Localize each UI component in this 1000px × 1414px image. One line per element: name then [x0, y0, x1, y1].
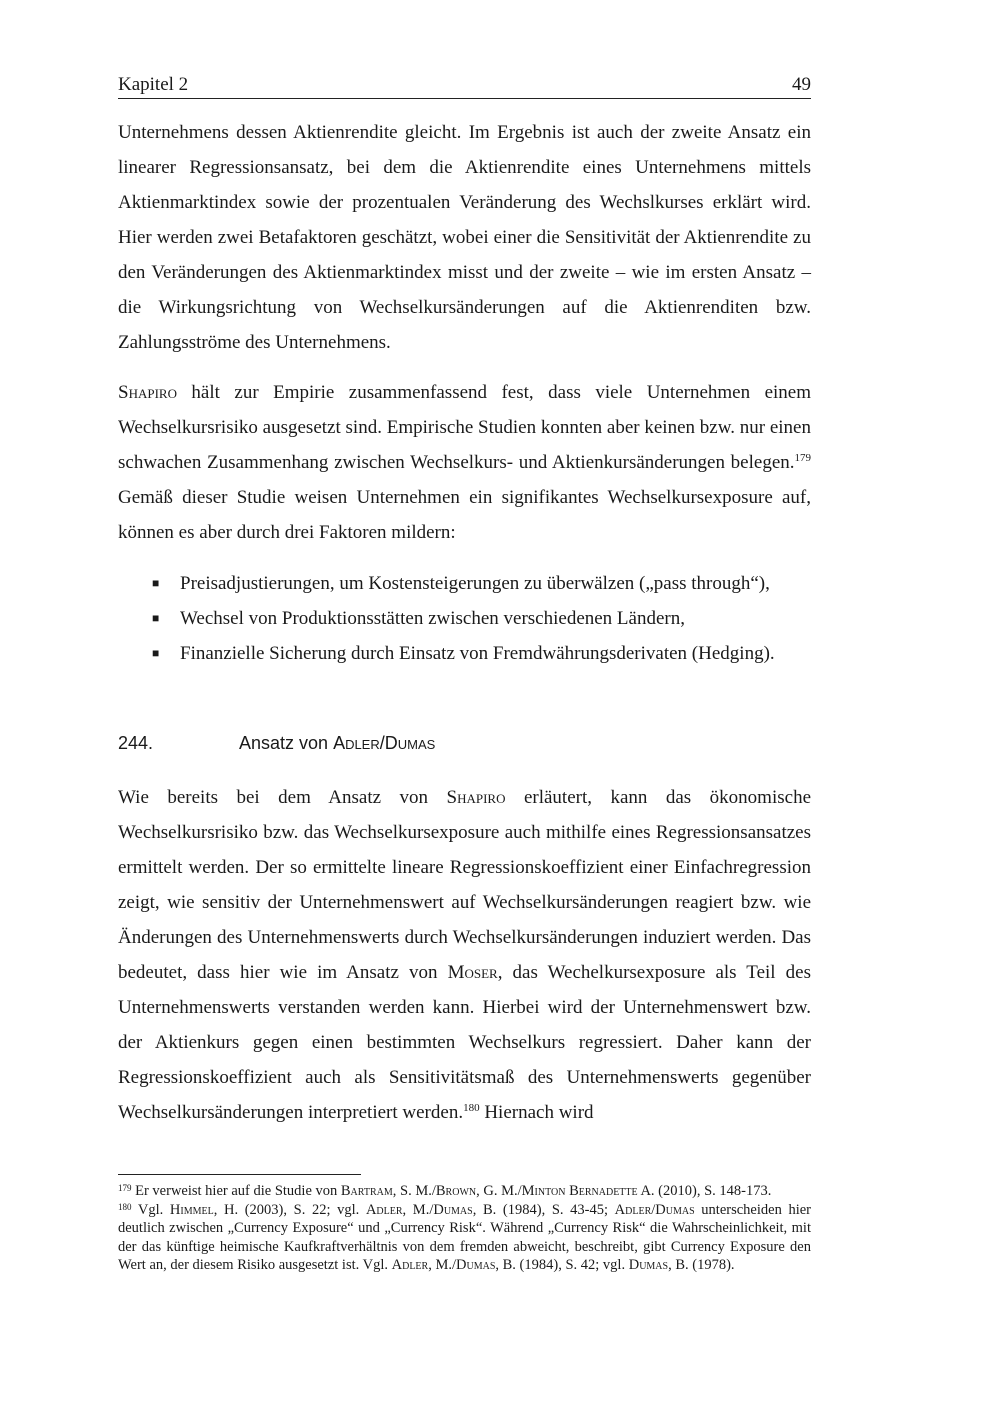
list-item-text: Finanzielle Sicherung durch Einsatz von Fremdwährungsderivaten (Hedging).	[180, 643, 775, 664]
footnote-text: Er verweist hier auf die Studie von	[131, 1183, 341, 1199]
paragraph-3-text-d: Hiernach wird	[479, 1102, 594, 1123]
paragraph-2-text-b: Gemäß dieser Studie weisen Unternehmen ein signifikantes Wechselkursexposure auf, können es aber durch drei Faktoren mildern:	[118, 487, 811, 543]
section-number: 244.	[118, 733, 154, 753]
footnote-text: , B. (1978).	[668, 1257, 735, 1274]
footnote-text: , H. (2003), S. 22; vgl.	[213, 1201, 366, 1218]
square-bullet-icon: ■	[152, 646, 160, 660]
footnote-author: Bartram	[340, 1183, 393, 1199]
footnote-author: Minton Bernadette	[521, 1183, 638, 1199]
footnote-text: , M./	[428, 1257, 457, 1274]
footnote-text: , S. M./	[392, 1183, 436, 1199]
footnote-author: Brown	[435, 1183, 477, 1199]
factor-list	[118, 566, 811, 671]
paragraph-3-text-a: Wie bereits bei dem Ansatz von	[118, 787, 447, 808]
page-header	[118, 72, 811, 99]
paragraph-2	[118, 375, 811, 550]
footnote-author: Adler/Dumas	[614, 1201, 695, 1218]
list-item	[118, 636, 811, 671]
chapter-label: Kapitel 2	[118, 74, 189, 95]
footnote-text: unterscheiden hier deutlich zwischen „Currency Exposure“ und „Currency Risk“. Während „Currency Risk“ die Wahrscheinlichkeit, mit der das künftige heimische Kaufkraftverhältnis von dem fremden abweicht, beschreibt, gibt Currency Exposure den Wert an, der diesem Risiko ausgesetzt ist. Vgl.	[118, 1201, 812, 1274]
footnote-number: 179	[118, 1183, 132, 1193]
paragraph-3-text-c: , das Wechelkursexposure als Teil des Unternehmenswerts verstanden werden kann. Hierbei wird der Unternehmenswert bzw. der Aktienkurs gegen einen bestimmten Wechselkurs regressiert. Daher kann der Regressionskoeffizient auch als Sensitivitätsmaß des Unternehmenswerts gegenüber Wechselkursänderungen interpretiert werden.	[118, 962, 811, 1123]
list-item	[118, 566, 811, 601]
list-item-text: Preisadjustierungen, um Kostensteigerungen zu überwälzen („pass through“),	[180, 573, 770, 594]
section-title-prefix: Ansatz von	[239, 733, 334, 753]
footnote-text: A. (2010), S. 148-173.	[637, 1183, 772, 1199]
author-shapiro-ref: Shapiro	[446, 787, 506, 808]
footnote-author: Adler	[365, 1201, 403, 1218]
footnote-180	[118, 1201, 811, 1275]
paragraph-2-text-a: hält zur Empirie zusammenfassend fest, dass viele Unternehmen einem Wechselkursrisiko ausgesetzt sind. Empirische Studien konnten aber keinen bzw. nur einen schwachen Zusammenhang zwischen Wechselkurs- und Aktienkursänderungen belegen.	[118, 382, 811, 473]
section-title	[239, 728, 435, 758]
list-item-text: Wechsel von Produktionsstätten zwischen verschiedenen Ländern,	[180, 608, 685, 629]
footnote-ref-180[interactable]: 180	[463, 1102, 480, 1114]
section-author-dumas: Dumas	[384, 733, 436, 753]
footnotes	[118, 1182, 811, 1275]
footnote-text: , B. (1984), S. 43-45;	[472, 1201, 615, 1218]
footnote-divider	[118, 1174, 361, 1175]
author-moser: Moser	[447, 962, 498, 983]
square-bullet-icon: ■	[152, 576, 160, 590]
footnote-author: Dumas	[628, 1257, 669, 1274]
footnote-ref-179[interactable]: 179	[794, 452, 811, 464]
section-author-adler: Adler	[333, 733, 380, 753]
square-bullet-icon: ■	[152, 611, 160, 625]
paragraph-3	[118, 780, 811, 1130]
footnote-author: Himmel	[169, 1201, 214, 1218]
page-number: 49	[792, 74, 811, 95]
footnote-text: , G. M./	[476, 1183, 522, 1199]
footnote-author: Dumas	[456, 1257, 496, 1274]
paragraph-1	[118, 115, 811, 360]
paragraph-1-text: Unternehmens dessen Aktienrendite gleicht. Im Ergebnis ist auch der zweite Ansatz ein linearer Regressionsansatz, bei dem die Aktienrendite eines Unternehmens mittels Aktienmarktindex sowie der prozentualen Veränderung des Wechslkurses erklärt wird. Hier werden zwei Betafaktoren geschätzt, wobei einer die Sensitivität der Aktienrendite zu den Veränderungen des Aktienmarktindex misst und der zweite – wie im ersten Ansatz – die Wirkungsrichtung von Wechselkursänderungen auf die Aktienrenditen bzw. Zahlungsströme des Unternehmens.	[118, 122, 811, 353]
footnote-author: Adler	[391, 1257, 429, 1274]
list-item	[118, 601, 811, 636]
footnote-author: Dumas	[433, 1201, 473, 1218]
paragraph-3-text-b: erläutert, kann das ökonomische Wechselkursrisiko bzw. das Wechselkursexposure auch mithilfe eines Regressionsansatzes ermittelt werden. Der so ermittelte lineare Regressionskoeffizient einer Einfachregression zeigt, wie sensitiv der Unternehmenswert auf Wechselkursänderungen reagiert bzw. wie Änderungen des Unternehmenswerts durch Wechselkursänderungen induziert werden. Das bedeutet, dass hier wie im Ansatz von	[118, 787, 811, 983]
footnote-179	[118, 1182, 811, 1201]
footnote-text: , M./	[402, 1201, 434, 1218]
footnote-text: Vgl.	[131, 1201, 170, 1218]
footnote-number: 180	[118, 1201, 132, 1212]
section-title-separator: /	[379, 733, 385, 753]
author-shapiro: Shapiro	[118, 382, 177, 403]
footnote-text: , B. (1984), S. 42; vgl.	[495, 1257, 629, 1274]
